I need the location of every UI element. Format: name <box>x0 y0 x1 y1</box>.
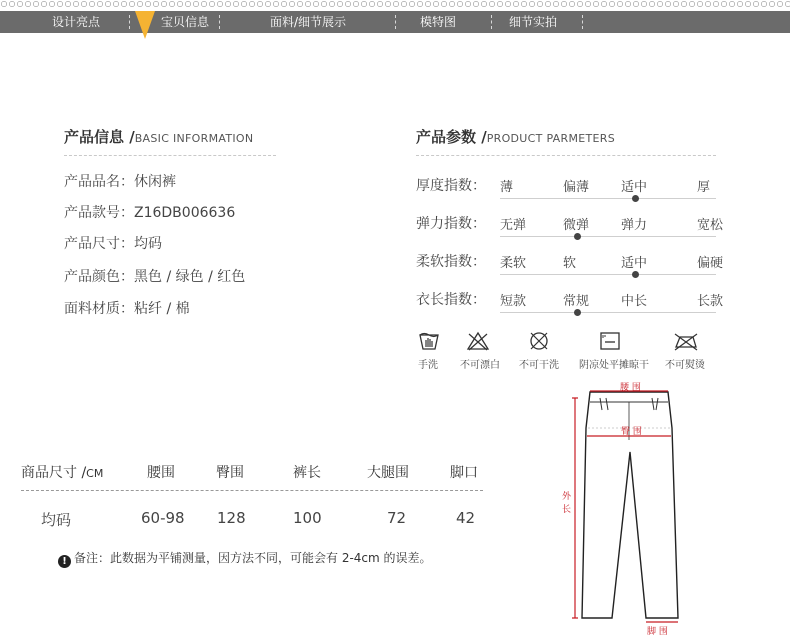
param-option: 宽松 <box>697 218 724 233</box>
flat-dry-shade-icon <box>599 331 621 351</box>
info-row-name: 产品品名：休闲裤 <box>64 174 176 190</box>
param-option: 微弹 <box>563 218 590 233</box>
param-scale-line <box>500 198 716 199</box>
size-table-cell: 100 <box>293 509 322 527</box>
param-option: 短款 <box>500 294 527 309</box>
nav-separator <box>219 15 220 29</box>
length-label-1: 外 <box>562 492 572 502</box>
size-table-header-hem: 脚口 <box>450 465 478 481</box>
measurement-note <box>58 549 432 568</box>
param-option: 常规 <box>563 294 590 309</box>
active-tab-indicator-icon <box>135 11 155 39</box>
param-option: 偏硬 <box>697 256 724 271</box>
params-title: 产品参数 / <box>416 128 487 146</box>
size-table-cell: 均码 <box>41 511 72 529</box>
param-selected-marker-icon <box>632 195 639 202</box>
basic-info-heading <box>64 126 253 147</box>
size-table-cell: 42 <box>456 509 476 527</box>
basic-info-title-en: BASIC INFORMATION <box>134 132 254 145</box>
waist-label: 腰 围 <box>620 383 641 393</box>
nav-separator <box>582 15 583 29</box>
divider <box>416 155 716 156</box>
divider <box>64 155 276 156</box>
param-option: 软 <box>563 256 577 271</box>
param-option: 适中 <box>621 180 648 195</box>
param-row-label: 衣长指数： <box>416 292 486 308</box>
param-selected-marker-icon <box>632 271 639 278</box>
nav-item-fabric[interactable]: 面料/细节展示 <box>270 15 347 29</box>
size-table-cell: 72 <box>387 509 407 527</box>
basic-info-title: 产品信息 / <box>64 128 135 146</box>
nav-item-details[interactable]: 细节实拍 <box>509 15 558 29</box>
size-table-cell: 128 <box>217 509 246 527</box>
param-scale-line <box>500 236 716 237</box>
no-bleach-icon <box>466 331 490 351</box>
no-iron-icon <box>673 331 699 351</box>
warning-icon: ! <box>58 555 71 568</box>
info-row-material: 面料材质：粘纤 / 棉 <box>64 301 190 317</box>
hem-label: 脚 围 <box>647 627 668 637</box>
nav-separator <box>491 15 492 29</box>
size-table-header-thigh: 大腿围 <box>367 465 409 481</box>
size-table-header-size <box>21 462 103 482</box>
care-label-flat-dry: 阴凉处平摊晾干 <box>579 360 649 371</box>
care-label-no-dry-clean: 不可干洗 <box>519 360 559 371</box>
param-option: 厚 <box>697 180 711 195</box>
size-header-unit: CM <box>86 467 104 480</box>
length-label-2: 长 <box>562 505 572 515</box>
param-option: 无弹 <box>500 218 527 233</box>
nav-separator <box>129 15 130 29</box>
param-selected-marker-icon <box>574 233 581 240</box>
param-row-label: 厚度指数： <box>416 178 486 194</box>
size-table-cell: 60-98 <box>141 509 185 527</box>
info-row-color: 产品颜色：黑色 / 绿色 / 红色 <box>64 269 246 285</box>
divider <box>21 490 483 491</box>
nav-item-design[interactable]: 设计亮点 <box>52 15 101 29</box>
param-scale-line <box>500 274 716 275</box>
param-option: 弹力 <box>621 218 648 233</box>
nav-item-info[interactable]: 宝贝信息 <box>161 15 210 29</box>
nav-bar <box>0 11 790 33</box>
note-text: 备注：此数据为平铺测量，因方法不同，可能会有 2-4cm 的误差。 <box>74 551 432 565</box>
size-table-header-length: 裤长 <box>293 465 321 481</box>
param-row-label: 柔软指数： <box>416 254 486 270</box>
nav-item-model[interactable]: 模特图 <box>420 15 457 29</box>
param-selected-marker-icon <box>574 309 581 316</box>
size-table-header-hip: 臀围 <box>216 465 244 481</box>
params-heading <box>416 126 615 147</box>
param-option: 薄 <box>500 180 514 195</box>
top-decorative-border <box>0 0 790 8</box>
params-title-en: PRODUCT PARMETERS <box>486 132 615 145</box>
care-label-hand-wash: 手洗 <box>418 360 438 371</box>
hand-wash-icon <box>418 331 440 351</box>
nav-separator <box>395 15 396 29</box>
pants-measurement-diagram <box>560 380 700 634</box>
no-dry-clean-icon <box>528 330 550 352</box>
care-label-no-bleach: 不可漂白 <box>460 360 500 371</box>
param-option: 柔软 <box>500 256 527 271</box>
param-option: 偏薄 <box>563 180 590 195</box>
size-header-label: 商品尺寸 / <box>21 465 87 481</box>
param-option: 长款 <box>697 294 724 309</box>
param-option: 适中 <box>621 256 648 271</box>
param-row-label: 弹力指数： <box>416 216 486 232</box>
care-label-no-iron: 不可熨烫 <box>665 360 705 371</box>
hip-label: 臀 围 <box>621 427 642 437</box>
info-row-sku: 产品款号：Z16DB006636 <box>64 205 236 221</box>
param-option: 中长 <box>621 294 648 309</box>
size-table-header-waist: 腰围 <box>147 465 175 481</box>
info-row-size: 产品尺寸：均码 <box>64 236 162 252</box>
param-scale-line <box>500 312 716 313</box>
